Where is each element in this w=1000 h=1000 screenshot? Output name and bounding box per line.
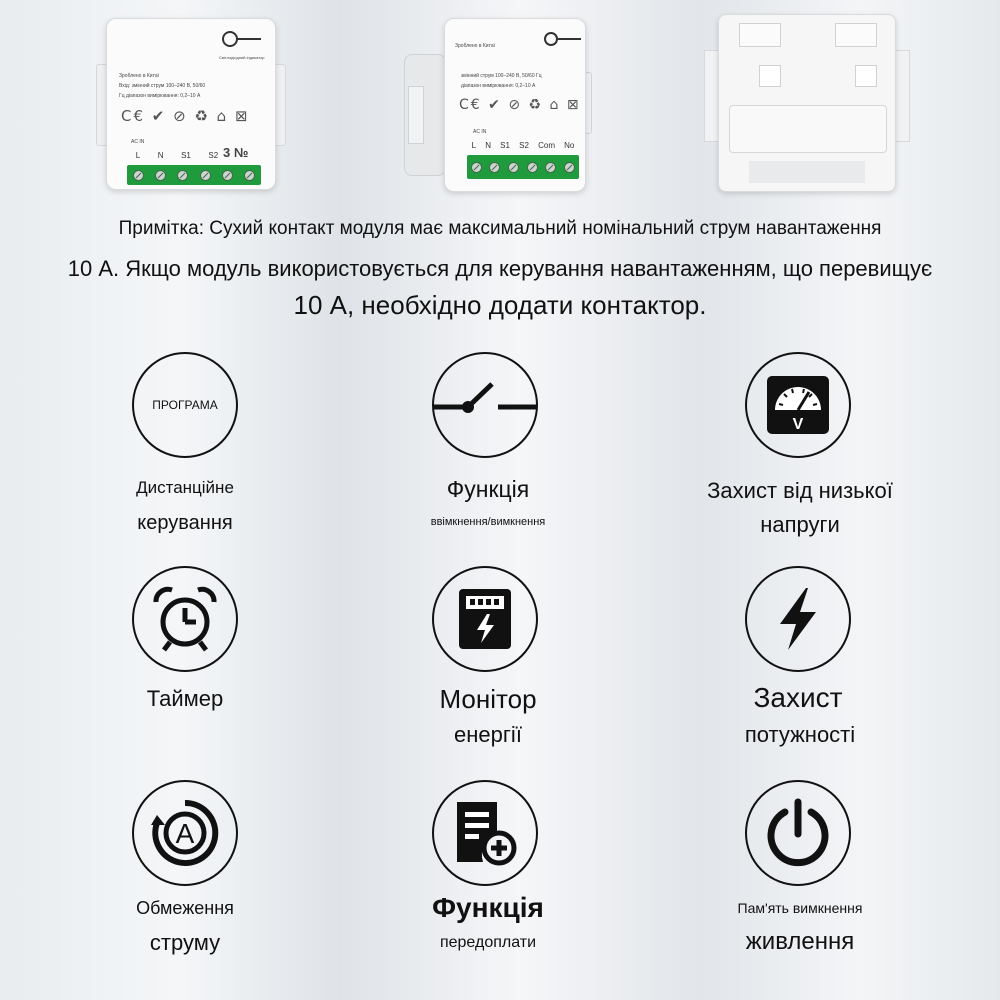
note-line-1: Примітка: Сухий контакт модуля має максимальний номінальний струм навантаження: [118, 218, 882, 239]
prepaid-label-1: Функція: [432, 892, 544, 923]
remote-label-1: Дистанційне: [136, 478, 234, 497]
made-in-label: Зроблено в Китаї: [119, 73, 160, 79]
module-angle-image: [404, 14, 600, 194]
svg-text:A: A: [175, 818, 195, 849]
antenna-icon: [221, 29, 263, 51]
voltmeter-icon: [745, 352, 851, 458]
side-clip: [408, 86, 424, 144]
energy-label-2: енергії: [454, 722, 522, 747]
current-label-1: Обмеження: [136, 898, 234, 918]
undervoltage-label-1: Захист від низької: [707, 478, 893, 503]
certification-marks: C€ ✔ ⊘ ♻ ⌂ ⊠: [459, 97, 581, 113]
undervoltage-label-2: напруги: [760, 512, 840, 537]
certification-marks: C€ ✔ ⊘ ♻ ⌂ ⊠: [121, 107, 250, 125]
input-spec-label: змінний струм 100–240 В, 50/60 Гц: [461, 73, 542, 79]
switch-icon: [432, 352, 538, 458]
timer-label: Таймер: [146, 686, 224, 711]
range-spec-label: діапазон вимірювання: 0,2–10 А: [461, 83, 536, 89]
module-back-image: [704, 10, 908, 194]
terminal-header: AC IN: [131, 139, 145, 145]
energy-label-1: Монітор: [439, 684, 537, 714]
alarm-clock-icon: [132, 566, 238, 672]
module-back-body: [718, 14, 896, 192]
input-spec-label: Вхід: змінний струм 100–240 В, 50/60: [119, 83, 206, 89]
lightning-icon: [745, 566, 851, 672]
memory-label-1: Пам'ять вимкнення: [737, 900, 863, 916]
onoff-label-2: ввімкнення/вимкнення: [430, 516, 546, 528]
power-label-1: Захист: [753, 682, 843, 713]
terminal-labels: L N S1 S2 Com No: [471, 141, 575, 150]
power-label-2: потужності: [744, 722, 856, 747]
module-body: [444, 18, 586, 192]
program-label: ПРОГРАМА: [152, 398, 218, 412]
product-images: [0, 0, 1000, 200]
current-label-2: струму: [149, 930, 221, 955]
module-front-image: [96, 14, 286, 194]
range-spec-label: Гц діапазон вимірювання: 0,2–10 А: [119, 93, 201, 99]
memory-label-2: живлення: [745, 928, 855, 955]
prepaid-label-2: передоплати: [439, 934, 537, 951]
power-button-icon: [745, 780, 851, 886]
terminal-header: AC IN: [473, 129, 487, 135]
terminal-block: [467, 155, 579, 179]
energy-meter-icon: [432, 566, 538, 672]
terminal-block: [127, 165, 261, 185]
made-in-label: Зроблено в Китаї: [455, 43, 496, 49]
note-line-2: 10 А. Якщо модуль використовується для керування навантаженням, що перевищує: [67, 256, 933, 281]
module-body: [106, 18, 276, 190]
antenna-icon: [543, 29, 583, 51]
remote-label-2: керування: [137, 512, 233, 534]
note-line-3: 10 А, необхідно додати контактор.: [293, 290, 707, 320]
indicator-label: Світлодіодний індикатор: [219, 55, 265, 60]
remote-control-icon: [132, 352, 238, 458]
terminal-labels: L N S1 S2: [135, 151, 219, 160]
onoff-label-1: Функція: [446, 476, 530, 502]
prepaid-icon: [432, 780, 538, 886]
badge-label: 3 №: [223, 145, 249, 160]
ampere-icon: [132, 780, 238, 886]
svg-text:V: V: [792, 416, 804, 433]
